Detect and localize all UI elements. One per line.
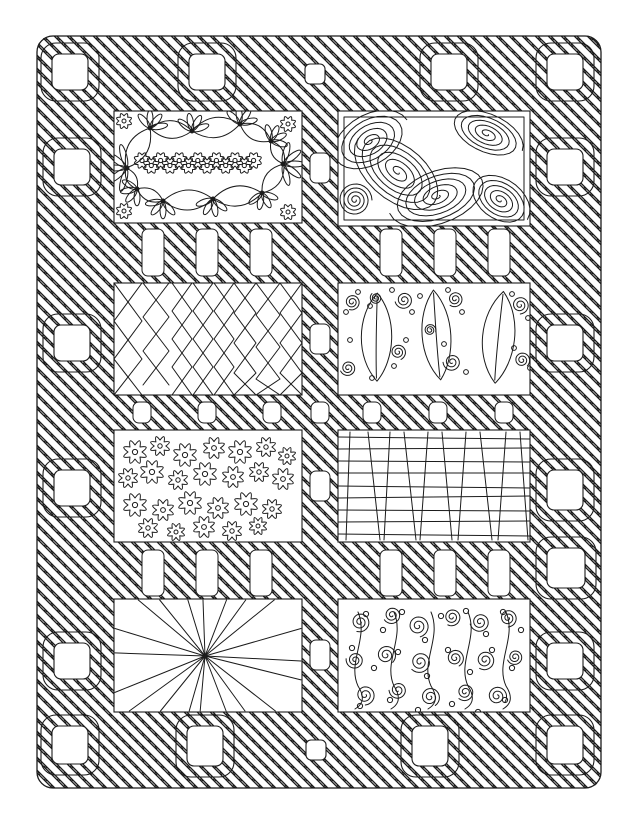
- panel-flower-garland: [103, 106, 305, 223]
- panel-curl-vine: [338, 599, 530, 715]
- panel-diamond-lattice: [114, 283, 302, 395]
- panel-leaf-vine: [338, 283, 532, 395]
- panel-woven-grid: [338, 430, 530, 542]
- panel-starburst: [114, 599, 302, 712]
- panel-spiral-maze: [334, 110, 530, 227]
- panel-flower-field: [114, 430, 302, 542]
